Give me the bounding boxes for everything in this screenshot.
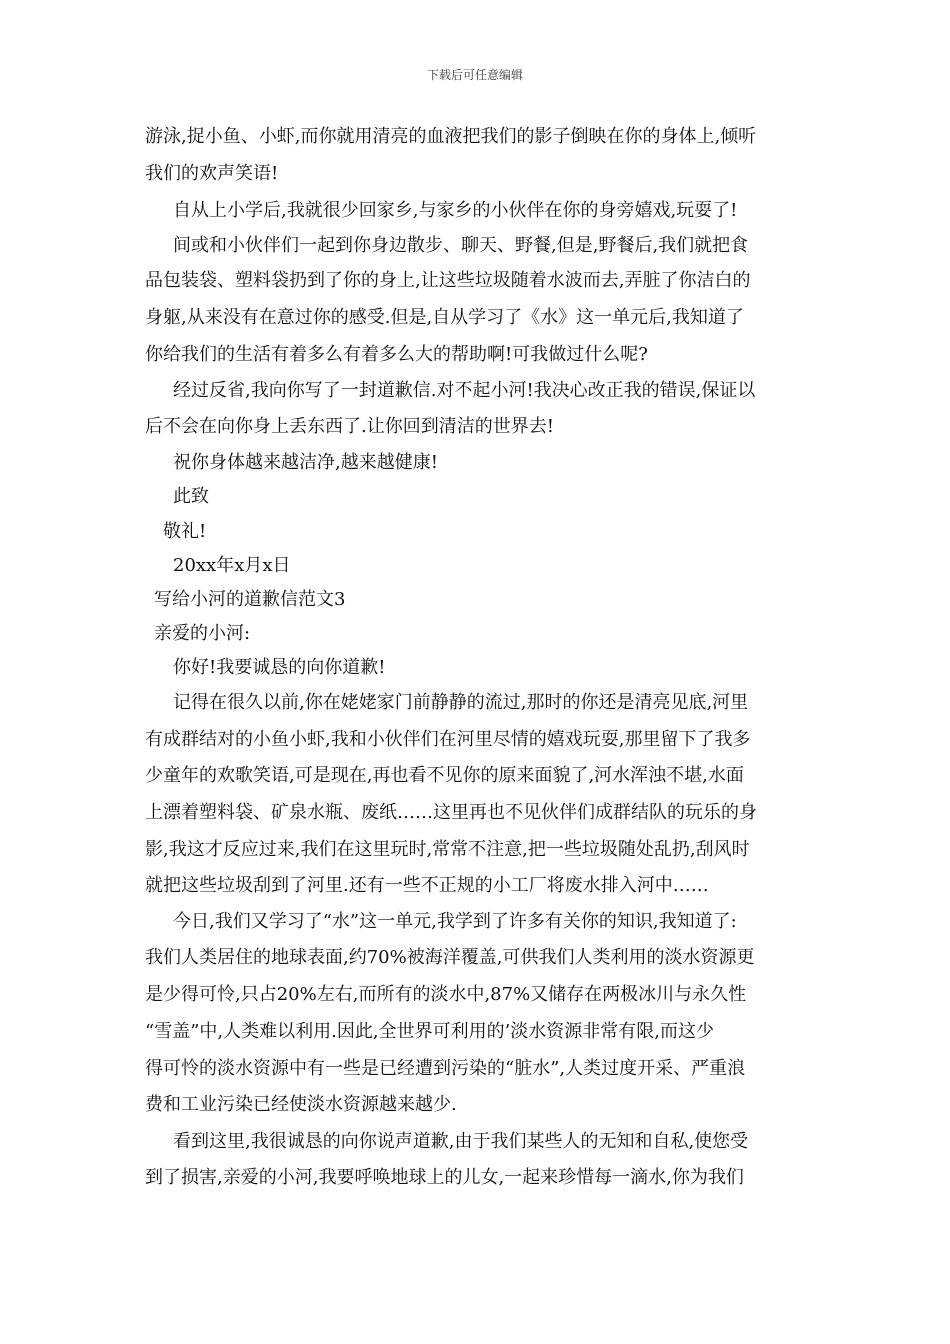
text-line: 少童年的欢歌笑语,可是现在,再也看不见你的原来面貌了,河水浑浊不堪,水面 xyxy=(145,765,744,786)
text-line: 你好!我要诚恳的向你道歉! xyxy=(173,657,386,678)
text-line: 上漂着塑料袋、矿泉水瓶、废纸……这里再也不见伙伴们成群结队的玩乐的身 xyxy=(145,802,757,823)
text-line: 品包装袋、塑料袋扔到了你的身上,让这些垃圾随着水波而去,弄脏了你洁白的 xyxy=(145,270,751,291)
text-line: 看到这里,我很诚恳的向你说声道歉,由于我们某些人的无知和自私,使您受 xyxy=(173,1131,749,1152)
text-line: 游泳,捉小鱼、小虾,而你就用清亮的血液把我们的影子倒映在你的身体上,倾听 xyxy=(145,126,757,147)
text-line: 20xx年x月x日 xyxy=(173,555,291,576)
text-line: 今日,我们又学习了“水”这一单元,我学到了许多有关你的知识,我知道了: xyxy=(173,911,737,932)
text-line: 我们的欢声笑语! xyxy=(145,163,279,184)
text-line: 祝你身体越来越洁净,越来越健康! xyxy=(173,452,438,473)
text-line: 有成群结对的小鱼小虾,我和小伙伴们在河里尽情的嬉戏玩耍,那里留下了我多 xyxy=(145,729,751,750)
text-line: 你给我们的生活有着多么有着多么大的帮助啊!可我做过什么呢? xyxy=(145,344,648,365)
text-line: 记得在很久以前,你在姥姥家门前静静的流过,那时的你还是清亮见底,河里 xyxy=(173,692,749,713)
text-line: 我们人类居住的地球表面,约70%被海洋覆盖,可供我们人类利用的淡水资源更 xyxy=(145,947,755,968)
text-line: 得可怜的淡水资源中有一些是已经遭到污染的“脏水”,人类过度开采、严重浪 xyxy=(145,1058,746,1079)
text-line: 后不会在向你身上丢东西了.让你回到清洁的世界去! xyxy=(145,416,554,437)
text-line: 自从上小学后,我就很少回家乡,与家乡的小伙伴在你的身旁嬉戏,玩耍了! xyxy=(173,200,738,221)
text-line: 影,我这才反应过来,我们在这里玩时,常常不注意,把一些垃圾随处乱扔,刮风时 xyxy=(145,839,750,860)
text-line: 间或和小伙伴们一起到你身边散步、聊天、野餐,但是,野餐后,我们就把食 xyxy=(173,235,749,256)
text-line: 身躯,从来没有在意过你的感受.但是,自从学习了《水》这一单元后,我知道了 xyxy=(145,307,744,328)
text-line: 是少得可怜,只占20%左右,而所有的淡水中,87%又储存在两极冰川与永久性 xyxy=(145,984,747,1005)
text-line: 此致 xyxy=(173,486,209,507)
page-header: 下载后可任意编辑 xyxy=(426,68,523,82)
text-line: “雪盖”中,人类难以利用.因此,全世界可利用的’淡水资源非常有限,而这少 xyxy=(145,1021,715,1042)
text-line: 亲爱的小河: xyxy=(154,623,251,644)
text-line: 到了损害,亲爱的小河,我要呼唤地球上的儿女,一起来珍惜每一滴水,你为我们 xyxy=(145,1167,744,1188)
text-line: 经过反省,我向你写了一封道歉信.对不起小河!我决心改正我的错误,保证以 xyxy=(173,380,756,401)
text-line: 就把这些垃圾刮到了河里.还有一些不正规的小工厂将废水排入河中…… xyxy=(145,875,709,896)
text-line: 敬礼! xyxy=(163,521,207,542)
text-line: 费和工业污染已经使淡水资源越来越少. xyxy=(145,1094,457,1115)
section-title: 写给小河的道歉信范文3 xyxy=(154,589,346,610)
